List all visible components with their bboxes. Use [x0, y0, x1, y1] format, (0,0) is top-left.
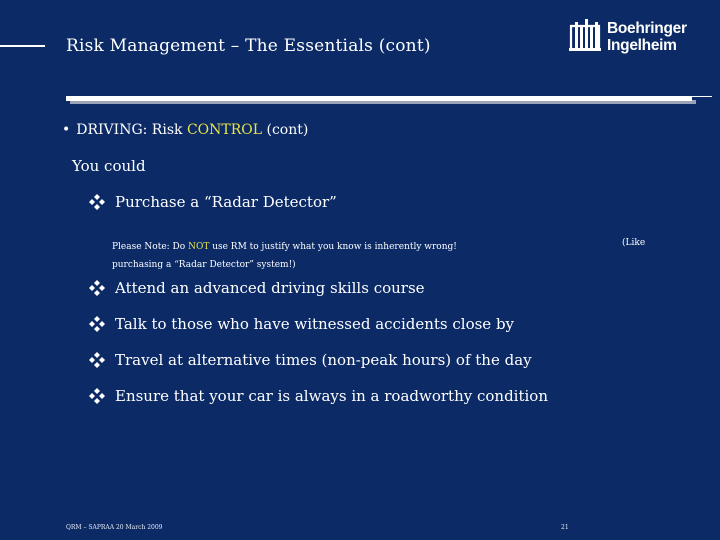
title-rule	[0, 45, 45, 47]
slide-title: Risk Management – The Essentials (cont)	[66, 36, 431, 56]
bullet-item-radar	[88, 193, 337, 211]
diamond-bullet-icon	[88, 351, 106, 369]
bullet-item-witnesses	[88, 315, 514, 333]
page-number: 21	[561, 524, 569, 531]
note-like: (Like	[622, 238, 646, 248]
footer-left: QRM – SAPRAA 20 March 2009	[66, 524, 163, 531]
note-line-2: purchasing a “Radar Detector” system!)	[112, 260, 296, 270]
section-heading	[62, 122, 308, 138]
logo-line-1: Boehringer	[607, 20, 687, 37]
heading-highlight: CONTROL	[186, 122, 263, 138]
header-divider	[66, 96, 692, 101]
note-line-1	[112, 238, 457, 256]
diamond-bullet-icon	[88, 193, 106, 211]
header-divider-tail	[692, 96, 712, 97]
boehringer-logo-icon	[568, 18, 602, 56]
bullet-item-travel-times	[88, 351, 532, 369]
heading-prefix: DRIVING: Risk	[76, 122, 187, 138]
bullet-text: Ensure that your car is always in a roadworthy condition	[115, 387, 548, 405]
note-text	[112, 238, 457, 274]
bullet-text: Talk to those who have witnessed accidents close by	[115, 315, 515, 333]
bullet-item-driving-course	[88, 279, 425, 297]
note-rest: use RM to justify what you know is inherently wrong!	[209, 242, 457, 252]
intro-text: You could	[72, 157, 146, 175]
bullet-text: Travel at alternative times (non-peak hours) of the day	[115, 351, 532, 369]
bullet-item-roadworthy	[88, 387, 548, 405]
note-highlight: NOT	[188, 242, 210, 252]
heading-suffix: (cont)	[262, 122, 309, 138]
diamond-bullet-icon	[88, 279, 106, 297]
diamond-bullet-icon	[88, 387, 106, 405]
bullet-text: Attend an advanced driving skills course	[115, 279, 425, 297]
note-prefix: Please Note: Do	[112, 242, 189, 252]
round-bullet-icon: •	[62, 122, 71, 138]
diamond-bullet-icon	[88, 315, 106, 333]
bullet-text: Purchase a “Radar Detector”	[115, 193, 337, 211]
logo-wordmark	[607, 20, 687, 54]
logo-line-2: Ingelheim	[607, 37, 677, 54]
company-logo	[568, 18, 687, 56]
